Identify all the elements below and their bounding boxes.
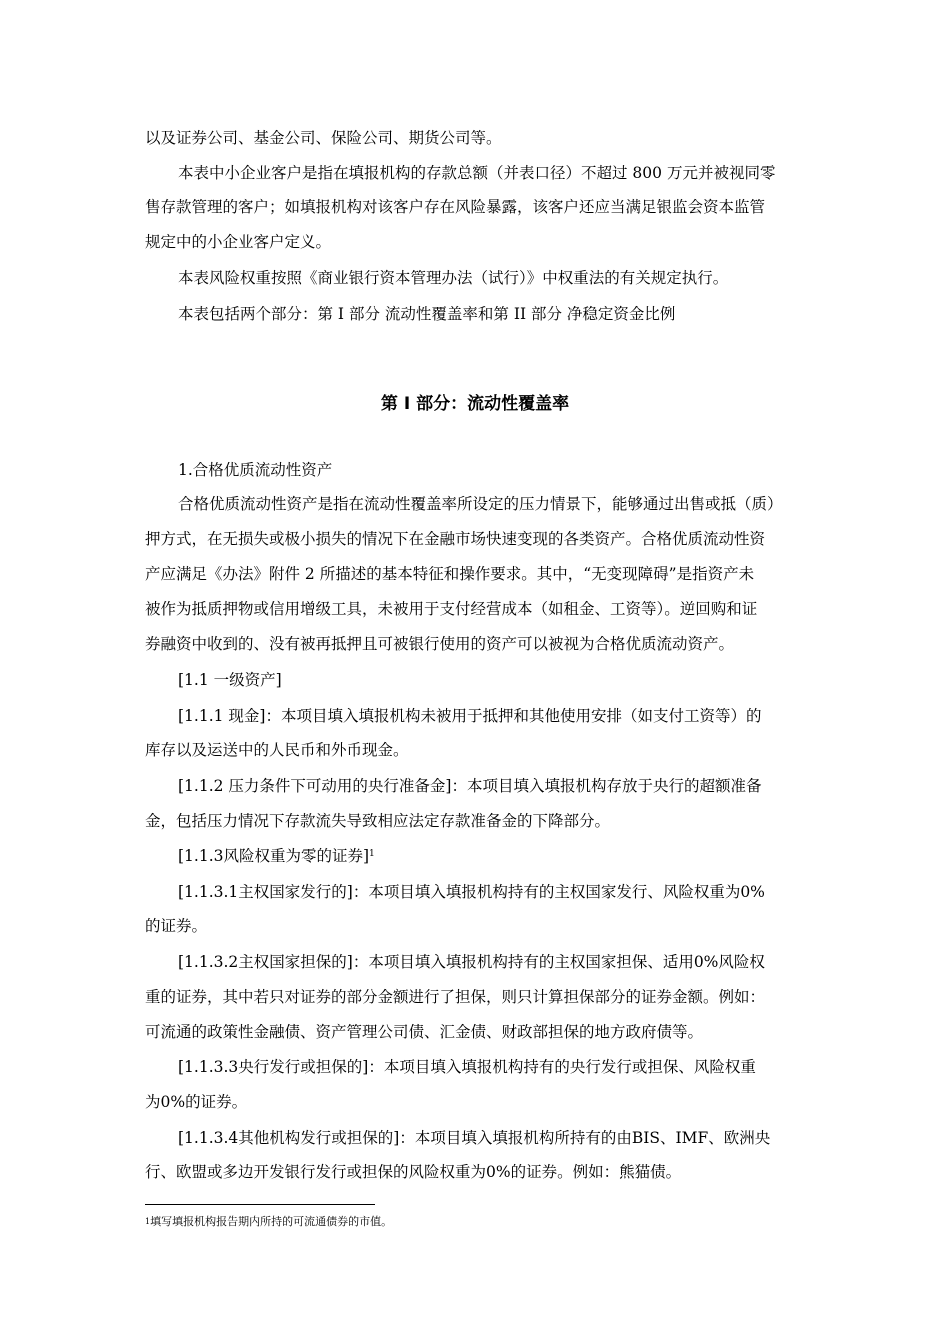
item-heading-text: [1.1.3风险权重为零的证券] xyxy=(178,847,370,865)
subsection-heading: 1.合格优质流动性资产 xyxy=(178,461,333,479)
item-line: 可流通的政策性金融债、资产管理公司债、汇金债、财政部担保的地方政府债等。 xyxy=(145,1023,704,1041)
paragraph-line: 产应满足《办法》附件 2 所描述的基本特征和操作要求。其中，“无变现障碍”是指资产未 xyxy=(145,565,755,583)
footnote-text: 填写填报机构报告期内所持的可流通债券的市值。 xyxy=(150,1215,393,1228)
item-line: 金，包括压力情况下存款流失导致相应法定存款准备金的下降部分。 xyxy=(145,812,611,830)
item-line: 的证券。 xyxy=(145,917,208,935)
paragraph-line: 本表包括两个部分：第 I 部分 流动性覆盖率和第 II 部分 净稳定资金比例 xyxy=(178,305,676,323)
item-line: 为0%的证券。 xyxy=(145,1093,248,1111)
item-line: [1.1.2 压力条件下可动用的央行准备金]：本项目填入填报机构存放于央行的超额准备 xyxy=(178,777,762,795)
item-line: 库存以及运送中的人民币和外币现金。 xyxy=(145,741,409,759)
paragraph-line: 合格优质流动性资产是指在流动性覆盖率所设定的压力情景下，能够通过出售或抵（质） xyxy=(178,495,783,513)
footnote-reference[interactable]: 1 xyxy=(369,849,375,859)
paragraph-line: 押方式，在无损失或极小损失的情况下在金融市场快速变现的各类资产。合格优质流动性资 xyxy=(145,530,766,548)
paragraph-line: 被作为抵质押物或信用增级工具，未被用于支付经营成本（如租金、工资等）。逆回购和证 xyxy=(145,600,758,618)
footnote-mark: 1 xyxy=(145,1217,151,1226)
item-line: [1.1.3.3央行发行或担保的]：本项目填入填报机构持有的央行发行或担保、风险权重 xyxy=(178,1058,756,1076)
item-heading xyxy=(178,846,375,866)
footnote xyxy=(145,1215,392,1229)
item-line: [1.1.1 现金]：本项目填入填报机构未被用于抵押和其他使用安排（如支付工资等）的 xyxy=(178,707,762,725)
item-line: [1.1.3.4其他机构发行或担保的]：本项目填入填报机构所持有的由BIS、IMF、欧洲央 xyxy=(178,1129,771,1147)
section-title: 第 Ⅰ 部分：流动性覆盖率 xyxy=(380,394,570,414)
item-heading: [1.1 一级资产] xyxy=(178,671,282,689)
item-line: 行、欧盟或多边开发银行发行或担保的风险权重为0%的证券。例如：熊猫债。 xyxy=(145,1163,682,1181)
paragraph-line: 本表中小企业客户是指在填报机构的存款总额（并表口径）不超过 800 万元并被视同零 xyxy=(178,164,776,182)
paragraph-line: 售存款管理的客户；如填报机构对该客户存在风险暴露，该客户还应当满足银监会资本监管 xyxy=(145,198,766,216)
footnote-separator xyxy=(145,1204,375,1205)
item-line: 重的证券，其中若只对证券的部分金额进行了担保，则只计算担保部分的证券金额。例如： xyxy=(145,988,766,1006)
item-line: [1.1.3.1主权国家发行的]：本项目填入填报机构持有的主权国家发行、风险权重为0% xyxy=(178,883,765,901)
paragraph-line: 券融资中收到的、没有被再抵押且可被银行使用的资产可以被视为合格优质流动资产。 xyxy=(145,635,735,653)
paragraph-line: 规定中的小企业客户定义。 xyxy=(145,233,332,251)
intro-line: 以及证券公司、基金公司、保险公司、期货公司等。 xyxy=(145,129,502,147)
paragraph-line: 本表风险权重按照《商业银行资本管理办法（试行）》中权重法的有关规定执行。 xyxy=(178,269,729,287)
item-line: [1.1.3.2主权国家担保的]：本项目填入填报机构持有的主权国家担保、适用0%风险权 xyxy=(178,953,765,971)
